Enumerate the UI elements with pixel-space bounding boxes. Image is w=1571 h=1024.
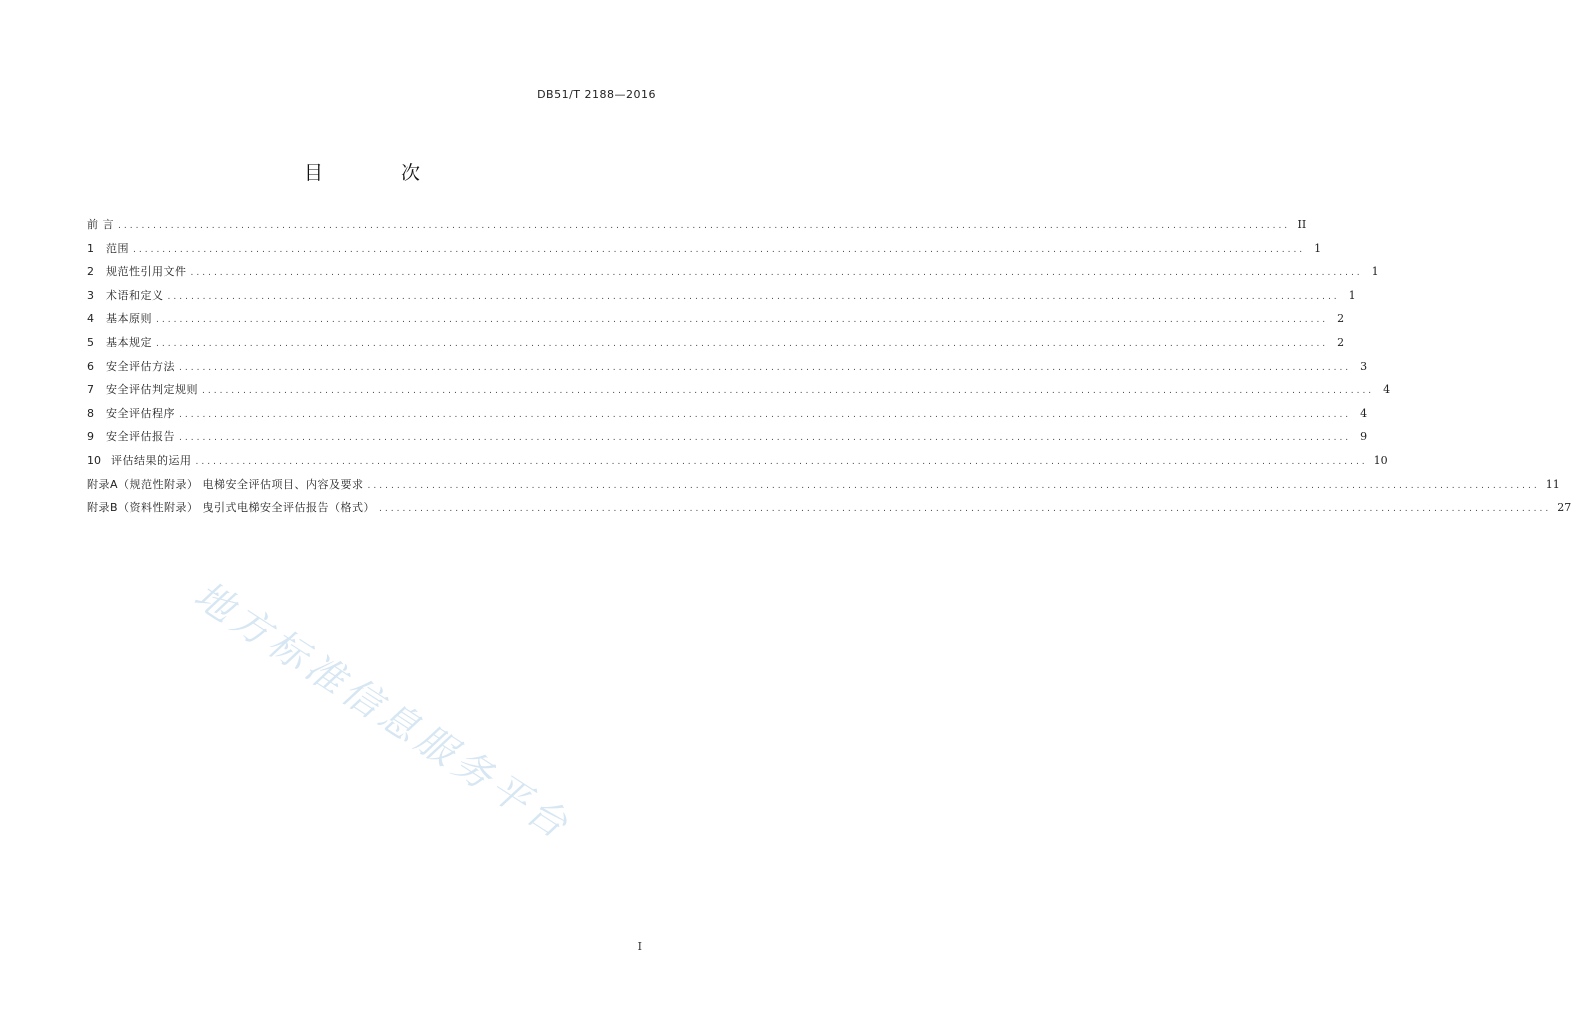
toc-leader-dots: ........................................................................................................................................................................................................ <box>179 433 1352 444</box>
toc-entry-label: 评估结果的运用 <box>111 453 192 467</box>
toc-entry[interactable] <box>87 476 1560 500</box>
toc-entry-page: 27 <box>1557 501 1571 515</box>
toc-entry-label: 安全评估方法 <box>106 359 175 373</box>
toc-leader-dots: ........................................................................................................................................................................................................ <box>179 409 1352 420</box>
toc-leader-dots: ........................................................................................................................................................................................................ <box>156 338 1329 349</box>
toc-entry[interactable] <box>87 405 1368 429</box>
toc-entry-number: 4 <box>87 312 94 326</box>
toc-entry-number: 9 <box>87 430 94 444</box>
toc-entry[interactable] <box>87 263 1379 287</box>
toc-leader-dots: ........................................................................................................................................................................................................ <box>367 480 1540 491</box>
toc-entry-page: 1 <box>1314 241 1322 255</box>
toc-entry[interactable] <box>87 216 1307 240</box>
toc-entry-page: 1 <box>1348 288 1356 302</box>
toc-entry-page: II <box>1297 218 1307 231</box>
toc-leader-dots: ........................................................................................................................................................................................................ <box>190 268 1363 279</box>
toc-leader-dots: ........................................................................................................................................................................................................ <box>179 362 1352 373</box>
toc-leader-dots: ........................................................................................................................................................................................................ <box>118 221 1291 231</box>
toc-entry-label: 安全评估判定规则 <box>106 383 198 397</box>
toc-entry-label: 基本规定 <box>106 335 152 349</box>
toc-entry-label: 规范性引用文件 <box>106 265 187 279</box>
toc-entry[interactable] <box>87 334 1345 358</box>
toc-leader-dots: ........................................................................................................................................................................................................ <box>379 504 1552 515</box>
toc-entry[interactable] <box>87 381 1391 405</box>
toc-entry[interactable] <box>87 287 1356 311</box>
toc-entry-label: 范围 <box>106 241 129 255</box>
toc-entry-number: 6 <box>87 359 94 373</box>
toc-entry-page: 4 <box>1360 406 1368 420</box>
table-of-contents <box>87 216 1571 523</box>
toc-entry-label: 基本原则 <box>106 312 152 326</box>
toc-entry-number: 3 <box>87 288 94 302</box>
toc-entry-page: 9 <box>1360 430 1368 444</box>
toc-entry[interactable] <box>87 310 1345 334</box>
toc-leader-dots: ........................................................................................................................................................................................................ <box>167 291 1340 302</box>
toc-entry-number: 7 <box>87 383 94 397</box>
page-title: 目 次 <box>303 162 457 184</box>
toc-entry[interactable] <box>87 240 1322 264</box>
page-number: I <box>637 940 642 953</box>
toc-entry-page: 2 <box>1337 335 1345 349</box>
toc-entry-page: 1 <box>1371 265 1379 279</box>
toc-entry[interactable] <box>87 428 1368 452</box>
toc-entry[interactable] <box>87 452 1388 476</box>
toc-entry-number: 10 <box>87 453 101 467</box>
toc-entry-label: 前 言 <box>87 218 114 231</box>
toc-entry-page: 3 <box>1360 359 1368 373</box>
toc-entry-number: 8 <box>87 406 94 420</box>
toc-leader-dots: ........................................................................................................................................................................................................ <box>133 244 1306 255</box>
toc-entry-number: 5 <box>87 335 94 349</box>
toc-entry-label: 术语和定义 <box>106 288 164 302</box>
toc-entry[interactable] <box>87 499 1571 523</box>
toc-entry-page: 11 <box>1545 477 1560 491</box>
toc-entry-label: 附录A（规范性附录） 电梯安全评估项目、内容及要求 <box>87 477 364 491</box>
toc-entry-page: 10 <box>1373 453 1388 467</box>
document-code: DB51/T 2188—2016 <box>537 88 656 101</box>
watermark: 地方标准信息服务平台 <box>186 572 580 850</box>
toc-leader-dots: ........................................................................................................................................................................................................ <box>202 386 1375 397</box>
toc-entry-number: 1 <box>87 241 94 255</box>
toc-leader-dots: ........................................................................................................................................................................................................ <box>156 315 1329 326</box>
toc-leader-dots: ........................................................................................................................................................................................................ <box>195 456 1368 467</box>
toc-entry-label: 安全评估报告 <box>106 430 175 444</box>
toc-entry-number: 2 <box>87 265 94 279</box>
toc-entry-label: 附录B（资料性附录） 曳引式电梯安全评估报告（格式） <box>87 501 376 515</box>
toc-entry-label: 安全评估程序 <box>106 406 175 420</box>
toc-entry-page: 2 <box>1337 312 1345 326</box>
toc-entry[interactable] <box>87 358 1368 382</box>
toc-entry-page: 4 <box>1383 383 1391 397</box>
